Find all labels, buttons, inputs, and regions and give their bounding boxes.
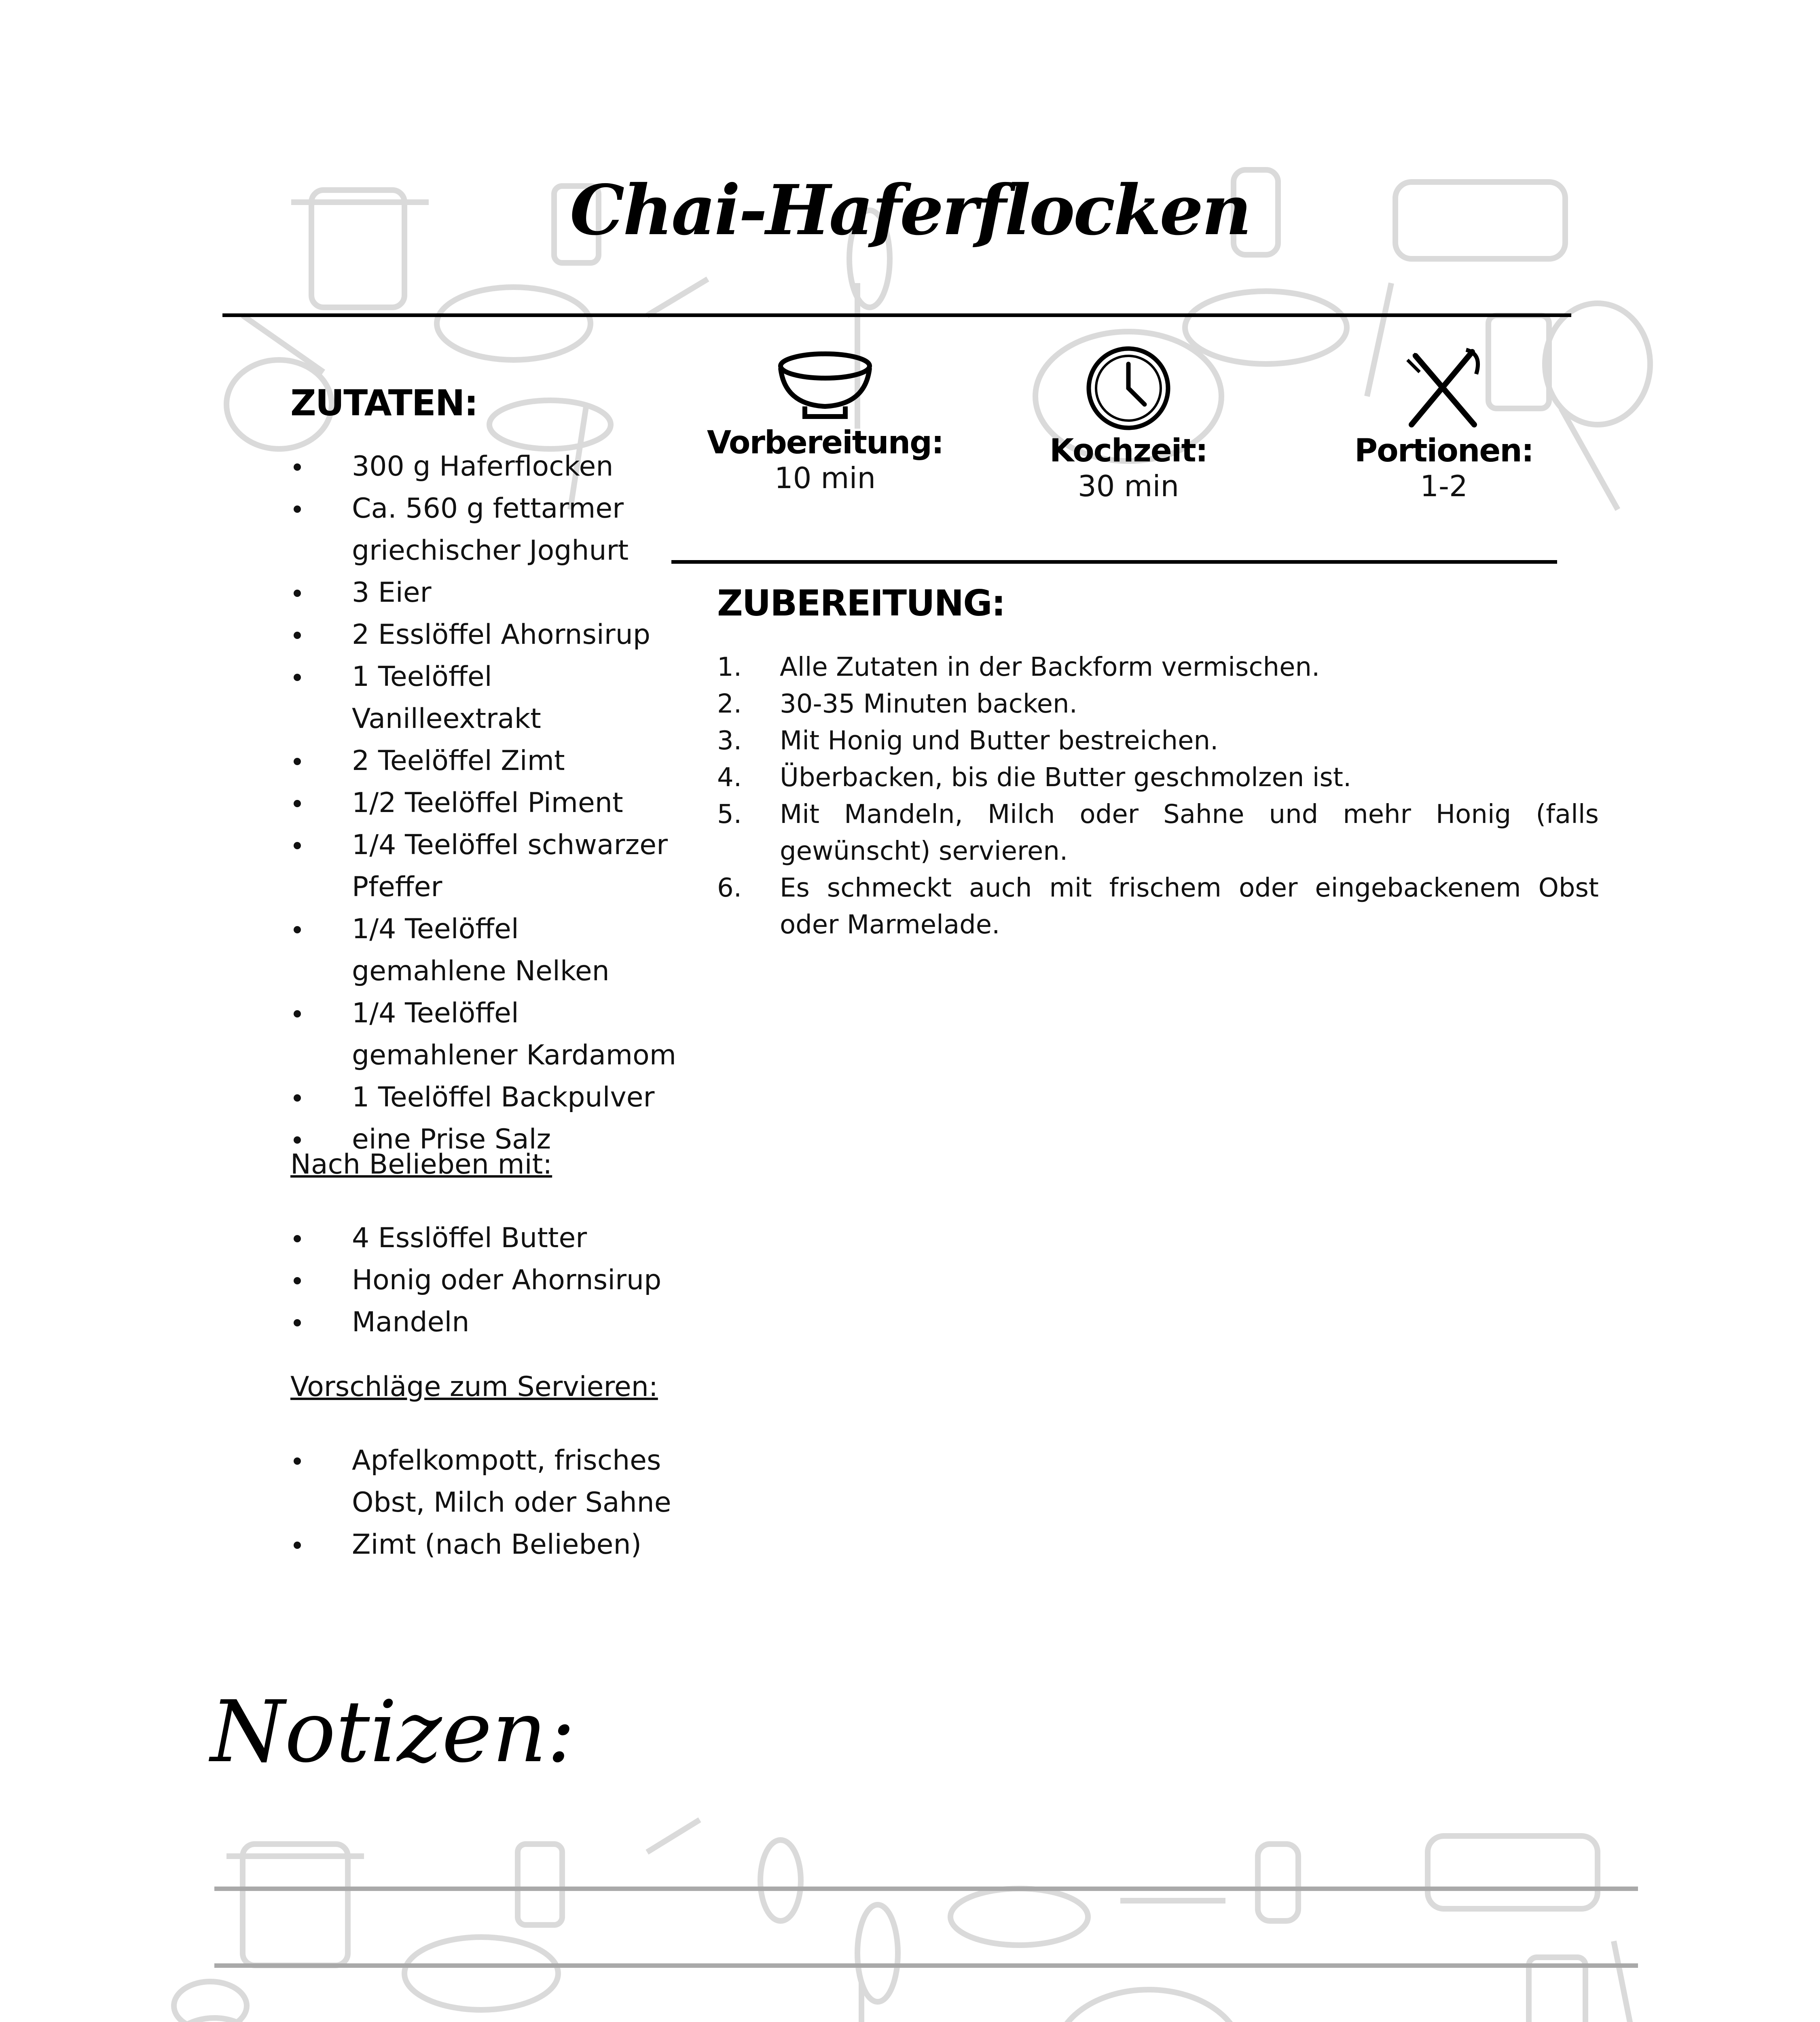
step-text: Es schmeckt auch mit frischem oder eingebackenem Obst oder Marmelade. xyxy=(780,873,1599,940)
step-item xyxy=(717,796,1599,870)
servings xyxy=(1318,344,1569,503)
prep-time-label: Vorbereitung: xyxy=(707,425,944,461)
step-item xyxy=(717,759,1599,796)
fork-knife-icon xyxy=(1399,344,1488,433)
list-item: Zimt (nach Belieben) xyxy=(290,1524,679,1566)
step-text: Überbacken, bis die Butter geschmolzen ist. xyxy=(780,763,1352,793)
optional-list xyxy=(290,1217,679,1343)
step-item xyxy=(717,723,1599,759)
list-item: Ca. 560 g fettarmer griechischer Joghurt xyxy=(290,488,679,572)
list-item: 1/4 Teelöffel gemahlene Nelken xyxy=(290,908,679,992)
cook-time-label: Kochzeit: xyxy=(1050,433,1207,469)
list-item: Mandeln xyxy=(290,1301,679,1343)
recipe-title: Chai-Haferflocken xyxy=(570,170,1250,251)
optional-heading: Nach Belieben mit: xyxy=(290,1148,552,1180)
steps-heading: ZUBEREITUNG: xyxy=(717,582,1005,624)
step-number: 6. xyxy=(717,873,742,903)
notes-title: Notizen: xyxy=(210,1682,576,1781)
bowl-icon xyxy=(775,344,876,425)
cook-time xyxy=(1003,344,1254,503)
serving-heading: Vorschläge zum Servieren: xyxy=(290,1371,658,1403)
step-number: 1. xyxy=(717,652,742,682)
cook-time-value: 30 min xyxy=(1077,469,1179,503)
list-item: 1 Teelöffel Vanilleextrakt xyxy=(290,656,679,740)
step-text: 30-35 Minuten backen. xyxy=(780,689,1077,719)
meta-divider xyxy=(671,560,1557,564)
servings-value: 1-2 xyxy=(1420,469,1468,503)
step-item xyxy=(717,870,1599,943)
list-item: 4 Esslöffel Butter xyxy=(290,1217,679,1259)
step-item xyxy=(717,686,1599,723)
step-number: 4. xyxy=(717,763,742,793)
step-text: Mit Mandeln, Milch oder Sahne und mehr Honig (falls gewünscht) servieren. xyxy=(780,799,1599,866)
list-item: Honig oder Ahornsirup xyxy=(290,1259,679,1301)
step-text: Alle Zutaten in der Backform vermischen. xyxy=(780,652,1320,682)
step-text: Mit Honig und Butter bestreichen. xyxy=(780,726,1219,756)
list-item: 300 g Haferflocken xyxy=(290,446,679,488)
serving-list xyxy=(290,1440,679,1566)
list-item: 1/4 Teelöffel schwarzer Pfeffer xyxy=(290,824,679,908)
title-divider xyxy=(222,313,1571,317)
list-item: 1/2 Teelöffel Piment xyxy=(290,782,679,824)
clock-icon xyxy=(1084,344,1173,433)
list-item: 1/4 Teelöffel gemahlener Kardamom xyxy=(290,992,679,1077)
servings-label: Portionen: xyxy=(1354,433,1533,469)
prep-time xyxy=(700,344,950,495)
step-number: 5. xyxy=(717,799,742,829)
ingredients-heading: ZUTATEN: xyxy=(290,382,478,424)
ingredients-list xyxy=(290,446,679,1161)
steps-list xyxy=(717,649,1599,943)
note-line xyxy=(214,1887,1638,1891)
step-number: 3. xyxy=(717,726,742,756)
list-item: Apfelkompott, frisches Obst, Milch oder Sahne xyxy=(290,1440,679,1524)
step-number: 2. xyxy=(717,689,742,719)
note-line xyxy=(214,1963,1638,1968)
list-item: 2 Esslöffel Ahornsirup xyxy=(290,614,679,656)
step-item xyxy=(717,649,1599,686)
list-item: 3 Eier xyxy=(290,572,679,614)
list-item: eine Prise Salz xyxy=(290,1119,679,1161)
list-item: 1 Teelöffel Backpulver xyxy=(290,1077,679,1119)
list-item: 2 Teelöffel Zimt xyxy=(290,740,679,782)
prep-time-value: 10 min xyxy=(774,461,876,495)
